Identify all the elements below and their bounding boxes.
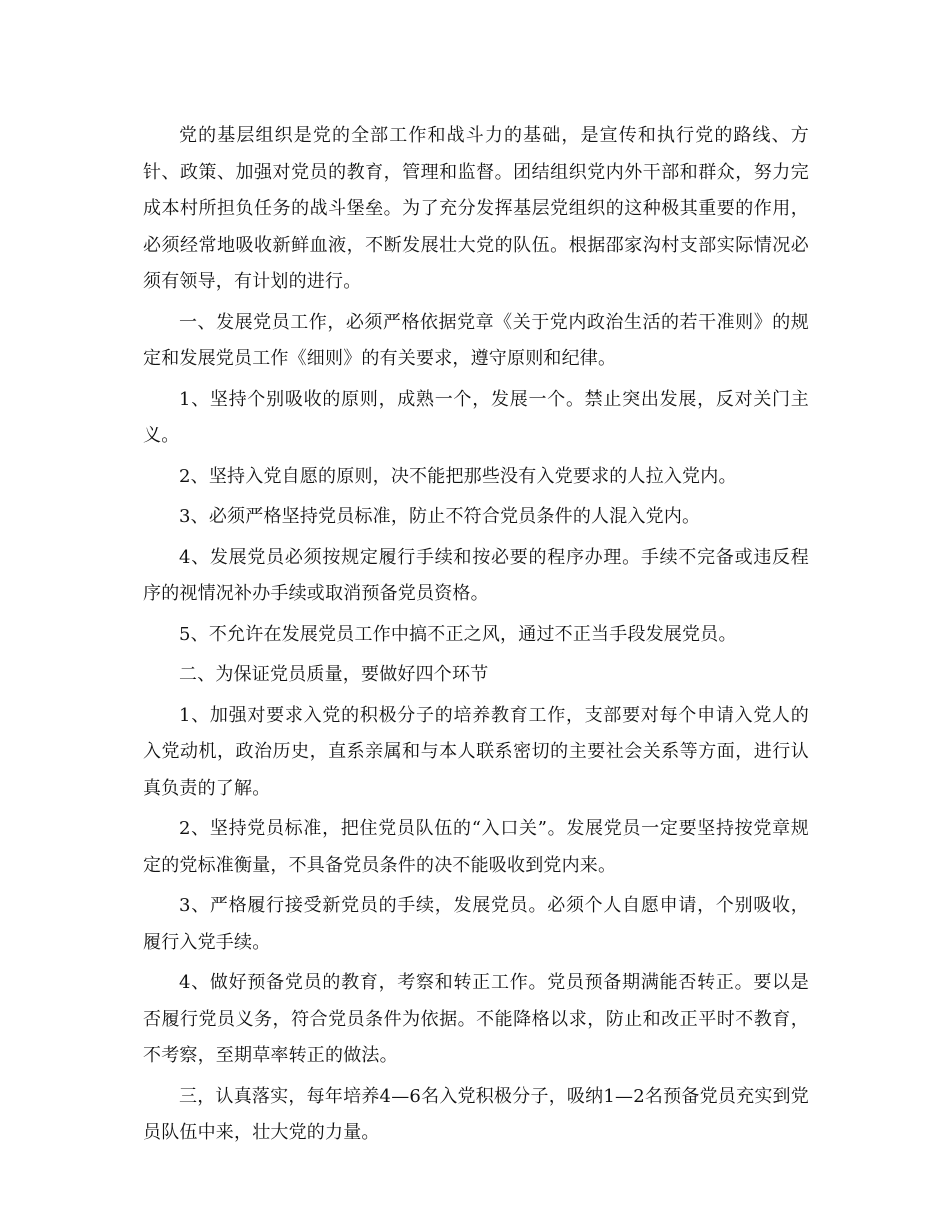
paragraph-item-2-1: 1、加强对要求入党的积极分子的培养教育工作，支部要对每个申请入党人的入党动机，政治历史，直系亲属和与本人联系密切的主要社会关系等方面，进行认真负责的了解。 [143,704,809,799]
paragraph-intro: 党的基层组织是党的全部工作和战斗力的基础，是宣传和执行党的路线、方针、政策、加强对党员的教育，管理和监督。团结组织党内外干部和群众，努力完成本村所担负任务的战斗堡垒。为了充分发挥基层党组织的这种极其重要的作用，必须经常地吸收新鲜血液，不断发展壮大党的队伍。根据邵家沟村支部实际情况必须有领导，有计划的进行。 [143,125,809,292]
paragraph-item-1-1: 1、坚持个别吸收的原则，成熟一个，发展一个。禁止突出发展，反对关门主义。 [143,388,809,446]
paragraph-section-three: 三，认真落实，每年培养4—6名入党积极分子，吸纳1—2名预备党员充实到党员队伍中来，壮大党的力量。 [143,1085,809,1143]
paragraph-item-2-2: 2、坚持党员标准，把住党员队伍的“入口关”。发展党员一定要坚持按党章规定的党标准衡量，不具备党员条件的决不能吸收到党内来。 [143,818,809,876]
paragraph-item-1-2: 2、坚持入党自愿的原则，决不能把那些没有入党要求的人拉入党内。 [179,465,737,487]
paragraph-section-two: 二、为保证党员质量，要做好四个环节 [179,664,489,685]
paragraph-item-2-3: 3、严格履行接受新党员的手续，发展党员。必须个人自愿申请，个别吸收，履行入党手续。 [143,895,809,953]
document-body [143,118,809,1156]
paragraph-item-1-3: 3、必须严格坚持党员标准，防止不符合党员条件的人混入党内。 [179,506,701,527]
paragraph-item-1-4: 4、发展党员必须按规定履行手续和按必要的程序办理。手续不完备或违反程序的视情况补办手续或取消预备党员资格。 [143,546,809,604]
paragraph-section-one: 一、发展党员工作，必须严格依据党章《关于党内政治生活的若干准则》的规定和发展党员工作《细则》的有关要求，遵守原则和纪律。 [143,311,809,369]
paragraph-item-1-5: 5、不允许在发展党员工作中搞不正之风，通过不正当手段发展党员。 [179,623,737,645]
paragraph-item-2-4: 4、做好预备党员的教育，考察和转正工作。党员预备期满能否转正。要以是否履行党员义务，符合党员条件为依据。不能降格以求，防止和改正平时不教育，不考察，至期草率转正的做法。 [143,972,809,1066]
